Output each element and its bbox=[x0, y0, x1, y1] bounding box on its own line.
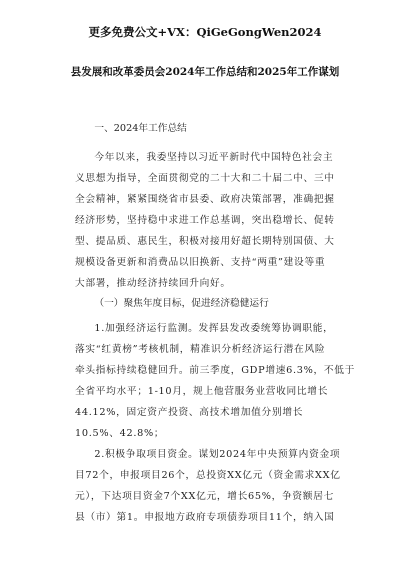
paragraph-line: 全会精神，紧紧围绕省市县委、政府决策部署，准确把握 bbox=[75, 194, 335, 205]
paragraph-line: 今年以来，我委坚持以习近平新时代中国特色社会主 bbox=[94, 152, 334, 163]
subsection-heading-text: （一）聚焦年度目标，促进经济稳健运行 bbox=[94, 298, 269, 309]
paragraph-line: 目72个，申报项目26个，总投资XX亿元（资金需求XX亿 bbox=[75, 470, 341, 481]
paragraph-line: 大部署，推动经济持续回升向好。 bbox=[75, 278, 231, 289]
promo-banner: 更多免费公文+VX：QiGeGongWen2024 bbox=[88, 25, 322, 39]
paragraph-line: 44.12%，固定资产投资、高技术增加值分别增长 bbox=[75, 407, 304, 418]
paragraph-line: 10.5%、42.8%； bbox=[75, 428, 165, 439]
paragraph-line: 全省平均水平；1-10月，规上他营服务业营收同比增长 bbox=[75, 386, 329, 397]
paragraph-line: 落实“红黄榜”考核机制，精准识分析经济运行潜在风险 bbox=[75, 344, 326, 355]
section-heading bbox=[75, 118, 375, 139]
paragraph-line: 型、提品质、惠民生，积极对接用好超长期特别国债、大 bbox=[75, 236, 335, 247]
paragraph-line: 规模设备更新和消费品以旧换新、支持“两重”建设等重 bbox=[75, 257, 326, 268]
paragraph-funding bbox=[75, 444, 375, 528]
paragraph-monitoring bbox=[75, 318, 375, 444]
section-heading-text: 一、2024年工作总结 bbox=[94, 123, 187, 134]
paragraph-line: 2.积极争取项目资金。谋划2024年中央预算内资金项 bbox=[94, 449, 341, 460]
paragraph-line: 经济形势，坚持稳中求进工作总基调，突出稳增长、促转 bbox=[75, 215, 335, 226]
paragraph-line: 县（市）第1。申报地方政府专项债券项目11个，纳入国 bbox=[75, 512, 335, 523]
paragraph-line: 牵头指标持续稳健回升。前三季度，GDP增速6.3%，不低于 bbox=[75, 365, 356, 376]
document-title: 县发展和改革委员会2024年工作总结和2025年工作谋划 bbox=[70, 66, 340, 78]
subsection-heading bbox=[75, 293, 375, 314]
paragraph-line: 义思想为指导，全面贯彻党的二十大和二十届二中、三中 bbox=[75, 173, 335, 184]
paragraph-summary bbox=[75, 147, 375, 294]
paragraph-line: 1.加强经济运行监测。发挥县发改委统筹协调职能， bbox=[94, 323, 334, 334]
paragraph-line: 元），下达项目资金7个XX亿元，增长65%，争资额居七 bbox=[75, 491, 334, 502]
